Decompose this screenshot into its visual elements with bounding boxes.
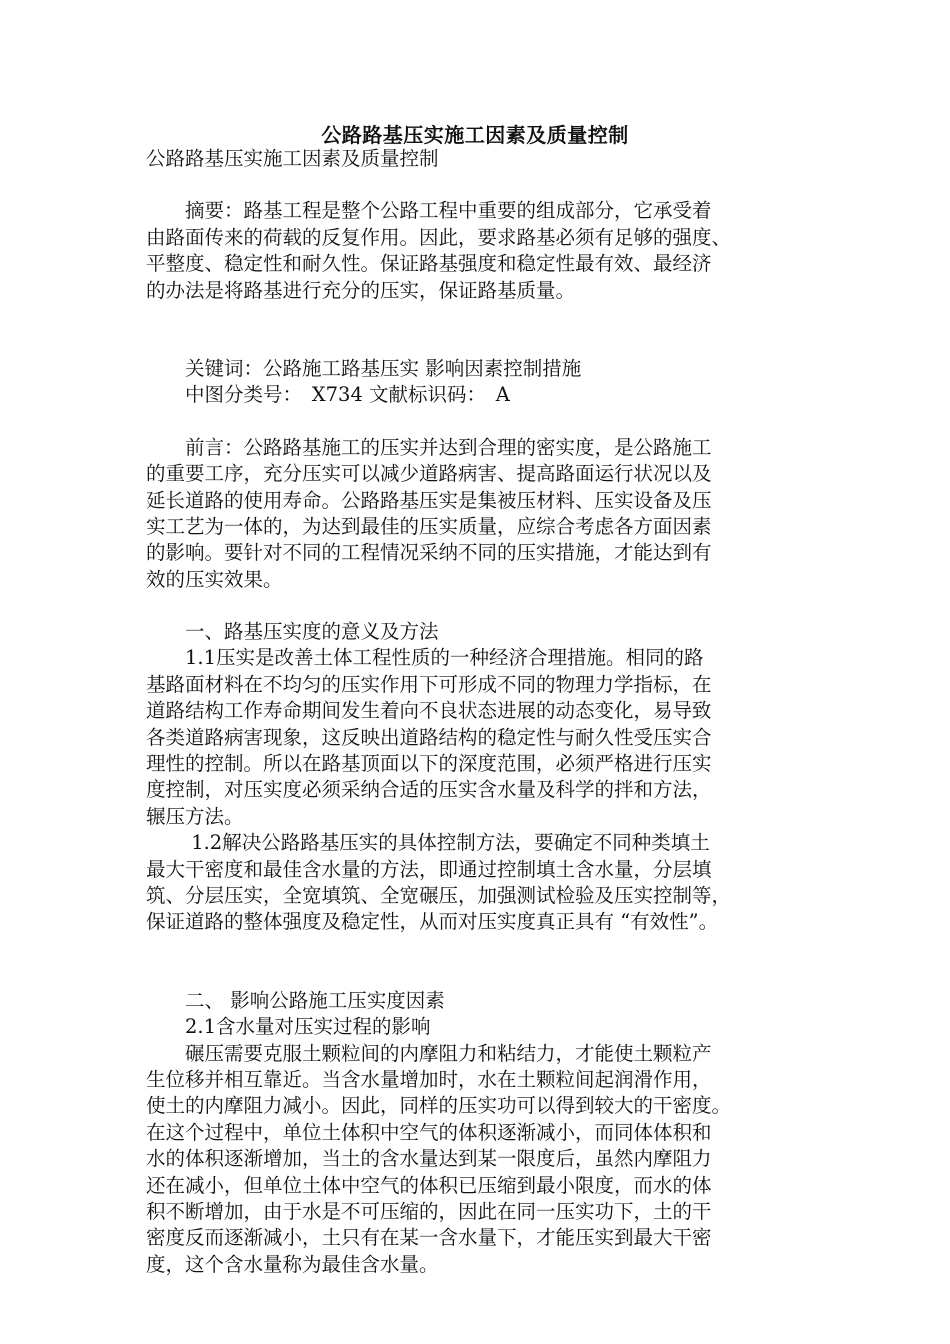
- section-1-line: 各类道路病害现象，这反映出道路结构的稳定性与耐久性受压实合: [146, 725, 712, 749]
- classification-line: 中图分类号： X734 文献标识码： A: [146, 383, 510, 407]
- section-2-line: 水的体积逐渐增加，当土的含水量达到某一限度后，虽然内摩阻力: [146, 1147, 712, 1171]
- preface-line: 延长道路的使用寿命。公路路基压实是集被压材料、压实设备及压: [146, 488, 712, 512]
- section-2-line: 使土的内摩阻力减小。因此，同样的压实功可以得到较大的干密度。: [146, 1094, 732, 1118]
- section-2-heading: 二、 影响公路施工压实度因素: [146, 988, 445, 1012]
- section-2-line: 度，这个含水量称为最佳含水量。: [146, 1252, 439, 1276]
- section-1-line: 度控制，对压实度必须采纳合适的压实含水量及科学的拌和方法，: [146, 778, 712, 802]
- section-1-line: 基路面材料在不均匀的压实作用下可形成不同的物理力学指标，在: [146, 672, 712, 696]
- preface-line: 实工艺为一体的，为达到最佳的压实质量，应综合考虑各方面因素: [146, 514, 712, 538]
- abstract-line: 的办法是将路基进行充分的压实，保证路基质量。: [146, 278, 576, 302]
- preface-line: 的重要工序，充分压实可以减少道路病害、提高路面运行状况以及: [146, 462, 712, 486]
- section-2-body: [146, 1041, 814, 1279]
- keywords-line: 关键词：公路施工路基压实 影响因素控制措施: [146, 356, 582, 380]
- section-1-line: 1.2解决公路路基压实的具体控制方法，要确定不同种类填土: [146, 831, 710, 855]
- section-1-line: 理性的控制。所以在路基顶面以下的深度范围，必须严格进行压实: [146, 752, 712, 776]
- section-1-line: 1.1压实是改善土体工程性质的一种经济合理措施。相同的路: [146, 646, 704, 670]
- section-1-line: 保证道路的整体强度及稳定性，从而对压实度真正具有 “有效性”。: [146, 910, 719, 934]
- document-title: 公路路基压实施工因素及质量控制: [321, 123, 629, 147]
- preface-line: 前言：公路路基施工的压实并达到合理的密实度，是公路施工: [146, 435, 712, 459]
- section-1-line: 道路结构工作寿命期间发生着向不良状态进展的动态变化，易导致: [146, 699, 712, 723]
- abstract-line: 平整度、稳定性和耐久性。保证路基强度和稳定性最有效、最经济: [146, 252, 712, 276]
- section-2-line: 碾压需要克服土颗粒间的内摩阻力和粘结力，才能使土颗粒产: [146, 1041, 712, 1065]
- section-1-heading: 一、路基压实度的意义及方法: [146, 620, 439, 644]
- preface-line: 的影响。要针对不同的工程情况采纳不同的压实措施，才能达到有: [146, 541, 712, 565]
- abstract-paragraph: [146, 198, 814, 304]
- section-1-line: 筑、分层压实，全宽填筑、全宽碾压，加强测试检验及压实控制等，: [146, 883, 732, 907]
- abstract-line: 摘要：路基工程是整个公路工程中重要的组成部分，它承受着: [146, 199, 712, 223]
- document-body: [146, 146, 814, 1278]
- section-2-subheading: 2.1含水量对压实过程的影响: [146, 1015, 431, 1039]
- preface-paragraph: [146, 435, 814, 593]
- section-2-line: 密度反而逐渐减小，土只有在某一含水量下，才能压实到最大干密: [146, 1226, 712, 1250]
- section-2-line: 积不断增加，由于水是不可压缩的，因此在同一压实功下，土的干: [146, 1199, 712, 1223]
- section-1-line: 辗压方法。: [146, 804, 244, 828]
- section-2-line: 生位移并相互靠近。当含水量增加时，水在土颗粒间起润滑作用，: [146, 1067, 712, 1091]
- section-1-line: 最大干密度和最佳含水量的方法，即通过控制填土含水量，分层填: [146, 857, 712, 881]
- document-subtitle: 公路路基压实施工因素及质量控制: [146, 147, 439, 170]
- preface-line: 效的压实效果。: [146, 567, 283, 591]
- section-2-line: 还在减小，但单位土体中空气的体积已压缩到最小限度，而水的体: [146, 1173, 712, 1197]
- section-1-body: [146, 645, 814, 935]
- abstract-line: 由路面传来的荷载的反复作用。因此，要求路基必须有足够的强度、: [146, 225, 732, 249]
- section-2-line: 在这个过程中，单位土体积中空气的体积逐渐减小，而同体体积和: [146, 1120, 712, 1144]
